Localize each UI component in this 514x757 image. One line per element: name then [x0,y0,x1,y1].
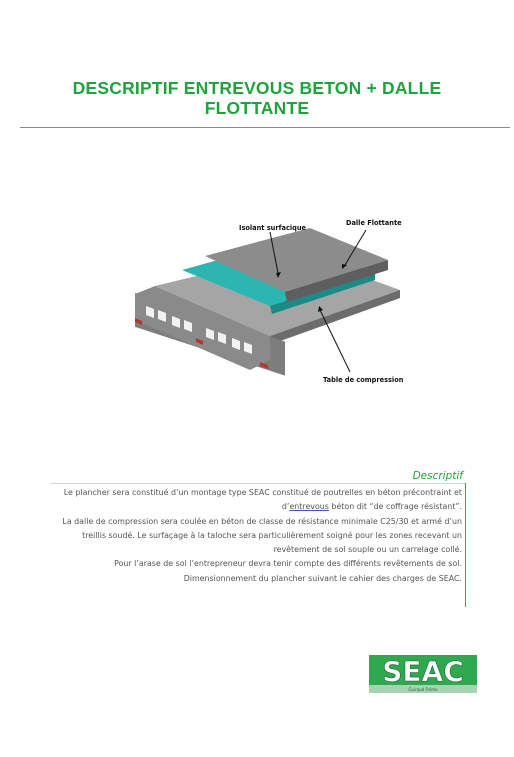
title-divider [20,127,510,128]
paragraph-2: La dalle de compression sera coulée en béton de classe de résistance minimale C25/30 et armé d’un treillis soudé. Le surfaçage à la taloche sera particulièrement soigné pour les zones recevant un revêtement de sol souple ou un carrelage collé. [62,516,462,555]
entrevous-link: entrevous [289,502,329,512]
label-isolant: Isolant surfacique [239,224,307,232]
page-title: DESCRIPTIF ENTREVOUS BETON + DALLE FLOTTANTE [72,78,442,118]
paragraph-3: Pour l’arase de sol l’entrepreneur devra tenir compte des différents revêtements de sol. Dimensionnement du plancher suivant le cahier des charges de SEAC. [114,559,462,583]
floor-diagram [120,210,410,390]
svg-text:SEAC: SEAC [382,655,464,688]
description-body [62,486,462,586]
label-dalle: Dalle Flottante [346,219,402,227]
seac-logo-graphic [369,655,477,693]
seac-logo [369,655,477,693]
paragraph-1: Le plancher sera constitué d’un montage type SEAC constitué de poutrelles en béton précontraint et d’entrevous béton dit “de coffrage résistant”. [63,488,462,512]
label-table: Table de compression [323,376,404,384]
section-heading: Descriptif [412,470,463,482]
section-heading-rule [50,483,466,484]
svg-text:Guiraud Frères: Guiraud Frères [408,687,438,692]
section-side-rule [465,483,466,607]
floor-cross-section-illustration [120,210,410,390]
